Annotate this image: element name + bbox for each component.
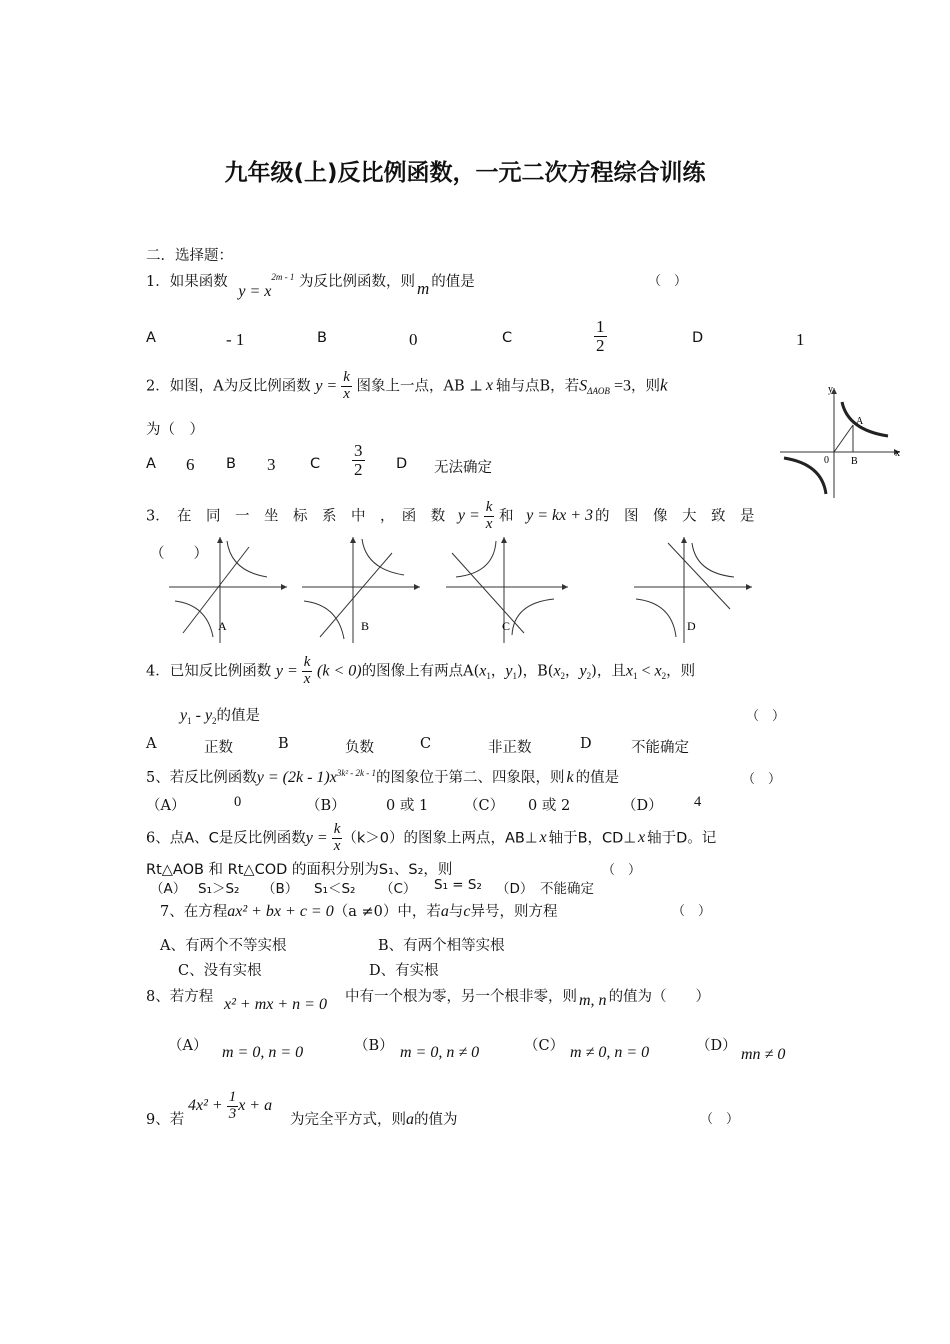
question-4: 4．已知反比例函数 y = $\frac{k}{x}$ (k < 0)的图像上有两点$A(x_1$，$y_1$)，$B(x_2$，$y_2$)，且$x_1 < x_2$，则 (146, 654, 696, 687)
q5-option-c-letter: （C） (464, 798, 505, 814)
q2-point-a-label: A (856, 416, 864, 427)
q2-point-b-label: B (851, 456, 858, 467)
question-1: 1．如果函数 $y = x^{2m - 1}$ 为反比例函数，则 m 的值是 (146, 272, 475, 300)
q3a-label: A (218, 619, 227, 633)
question-2-line2: 为（ ） (146, 422, 204, 438)
q2-option-a-value: 6 (186, 455, 195, 474)
question-3: 3． 在 同 一 坐 标 系 中 ， 函 数 y = $\frac{k}{x}$ 和 y = kx + 3 的 图 像 大 致 是 (146, 499, 755, 532)
q4-option-d-letter: D (580, 736, 592, 752)
answer-bracket-4: （ ） (746, 709, 786, 724)
question-8-rest: 中有一个根为零，另一个根非零，则 m, n 的值为（ ） (345, 989, 711, 1009)
q3c-curve-2 (512, 599, 554, 635)
q2-option-c-letter: C (310, 456, 321, 472)
question-9-start: 9、若 (146, 1112, 185, 1128)
q5-option-b-letter: （B） (306, 798, 346, 814)
q6-option-a-value: S₁＞S₂ (198, 881, 240, 897)
q8-option-a-letter: （A） (168, 1038, 208, 1054)
question-9-formula: 4x² + $\frac{1}{3}$ x + a (188, 1089, 273, 1122)
q3a-x-arrow (281, 584, 287, 590)
question-9-rest: 为完全平方式，则a的值为 (290, 1111, 458, 1128)
q3d-x-arrow (746, 584, 752, 590)
q8-option-c-letter: （C） (524, 1038, 565, 1054)
q3d-curve-2 (636, 599, 676, 637)
q3c-curve-1 (456, 541, 496, 577)
q6-option-d-value: 不能确定 (540, 881, 594, 897)
q2-curve-branch-2 (784, 458, 826, 494)
q7-option-c: C、没有实根 (178, 963, 262, 979)
q3a-line (183, 547, 249, 633)
q6-option-c-value: S₁ = S₂ (434, 877, 482, 893)
q2-x-label: x (895, 448, 900, 459)
q4-option-c-letter: C (420, 736, 432, 752)
q3c-line (452, 553, 524, 633)
q2-origin-label: 0 (824, 455, 829, 466)
question-5: 5、若反比例函数$y = (2k - 1)x^{3k^2 - 2k - 1}$的图象位于第二、四象限，则 k 的值是 (146, 768, 620, 786)
q8-option-a-value: m = 0, n = 0 (222, 1044, 304, 1061)
q3d-line (668, 543, 730, 609)
q3-graph-a (165, 533, 290, 645)
q2-option-c-fraction: $\frac{3}{2}$ (354, 441, 363, 479)
q3d-label: D (687, 619, 696, 633)
q8-option-d-value: mn ≠ 0 (741, 1046, 786, 1063)
q2-option-d-letter: D (396, 456, 408, 472)
q6-option-c-letter: （C） (380, 881, 417, 897)
q2-y-label: y (828, 384, 833, 395)
q3b-y-arrow (350, 537, 356, 543)
q1-option-a-letter: A (146, 330, 156, 346)
q4-option-b-letter: B (278, 736, 289, 752)
q3a-curve-1 (227, 541, 267, 577)
q1-option-d-letter: D (692, 330, 704, 346)
q2-option-d-value: 无法确定 (434, 460, 492, 476)
answer-bracket-9: （ ） (700, 1112, 740, 1127)
q3a-y-arrow (217, 537, 223, 543)
q3d-curve-1 (692, 543, 734, 577)
q3b-curve-2 (304, 601, 344, 639)
q5-option-b-value: 0 或 1 (386, 798, 429, 814)
q5-option-a-letter: （A） (146, 798, 186, 814)
question-7: 7、在方程ax² + bx + c = 0（a ≠0）中，若a与c异号，则方程 (160, 903, 558, 920)
answer-bracket-6: （ ） (602, 863, 642, 878)
q3-graph-d (630, 533, 755, 645)
q3-graph-b (298, 533, 423, 645)
q3b-curve-1 (362, 539, 404, 575)
q5-option-d-value: 4 (694, 794, 702, 810)
q8-option-c-value: m ≠ 0, n = 0 (570, 1044, 650, 1061)
q3c-x-arrow (562, 584, 568, 590)
q2-figure (778, 380, 908, 502)
q3d-y-arrow (681, 537, 687, 543)
question-3-line2: （ ） (150, 546, 208, 562)
q4-option-c-value: 非正数 (488, 740, 532, 756)
question-6: 6、点A、C是反比例函数y = $\frac{k}{x}$ （k＞0）的图象上两点，AB⊥ x 轴于B，CD⊥ x 轴于D。记 (146, 821, 717, 854)
q8-option-d-letter: （D） (696, 1038, 737, 1054)
question-8-formula: x² + mx + n = 0 (224, 996, 327, 1013)
q5-option-c-value: 0 或 2 (528, 798, 571, 814)
page-title: 九年级(上)反比例函数，一元二次方程综合训练 (224, 160, 706, 186)
question-6-line2: Rt△AOB 和 Rt△COD 的面积分别为S₁、S₂，则 (146, 862, 453, 878)
q7-option-d: D、有实根 (369, 963, 439, 979)
question-8-start: 8、若方程 (146, 989, 214, 1005)
q1-option-d-value: 1 (796, 330, 805, 349)
question-4-line2: $y_1 - y_2$的值是 (180, 707, 261, 726)
q4-option-b-value: 负数 (345, 740, 374, 756)
answer-bracket-5: （ ） (742, 772, 782, 787)
q6-option-a-letter: （A） (150, 881, 187, 897)
q1-option-a-value: - 1 (226, 330, 245, 349)
q2-option-b-value: 3 (267, 455, 276, 474)
q3b-line (320, 553, 392, 637)
q3b-label: B (361, 619, 370, 633)
q8-option-b-letter: （B） (354, 1038, 394, 1054)
q3b-x-arrow (414, 584, 420, 590)
q4-option-a-value: 正数 (204, 740, 233, 756)
q4-option-d-value: 不能确定 (631, 740, 689, 756)
q3c-label: C (502, 619, 511, 633)
q1-option-c-letter: C (502, 330, 513, 346)
question-2: 2．如图，A为反比例函数 y = $\frac{k}{x}$ 图象上一点，AB ⊥ x 轴与点B，若$S_{\Delta AOB} =3$，则k (146, 369, 668, 402)
q3c-y-arrow (501, 537, 507, 543)
q1-option-b-value: 0 (409, 330, 418, 349)
answer-bracket-1: （ ） (648, 274, 688, 289)
q6-option-d-letter: （D） (496, 881, 534, 897)
q5-option-a-value: 0 (234, 794, 242, 810)
q1-option-b-letter: B (317, 330, 327, 346)
q6-option-b-value: S₁＜S₂ (314, 881, 356, 897)
q7-option-b: B、有两个相等实根 (378, 938, 505, 954)
q1-option-c-fraction: $\frac{1}{2}$ (596, 317, 605, 355)
q8-option-b-value: m = 0, n ≠ 0 (400, 1044, 480, 1061)
section-heading: 二．选择题： (146, 248, 233, 264)
q4-option-a-letter: A (146, 736, 157, 752)
q6-option-b-letter: （B） (262, 881, 299, 897)
q2-option-b-letter: B (226, 456, 236, 472)
q2-segment-oa (834, 425, 853, 452)
q3-graph-c (442, 533, 572, 645)
q5-option-d-letter: （D） (622, 798, 663, 814)
q7-option-a: A、有两个不等实根 (160, 938, 287, 954)
q2-option-a-letter: A (146, 456, 156, 472)
answer-bracket-7: （ ） (672, 904, 712, 919)
